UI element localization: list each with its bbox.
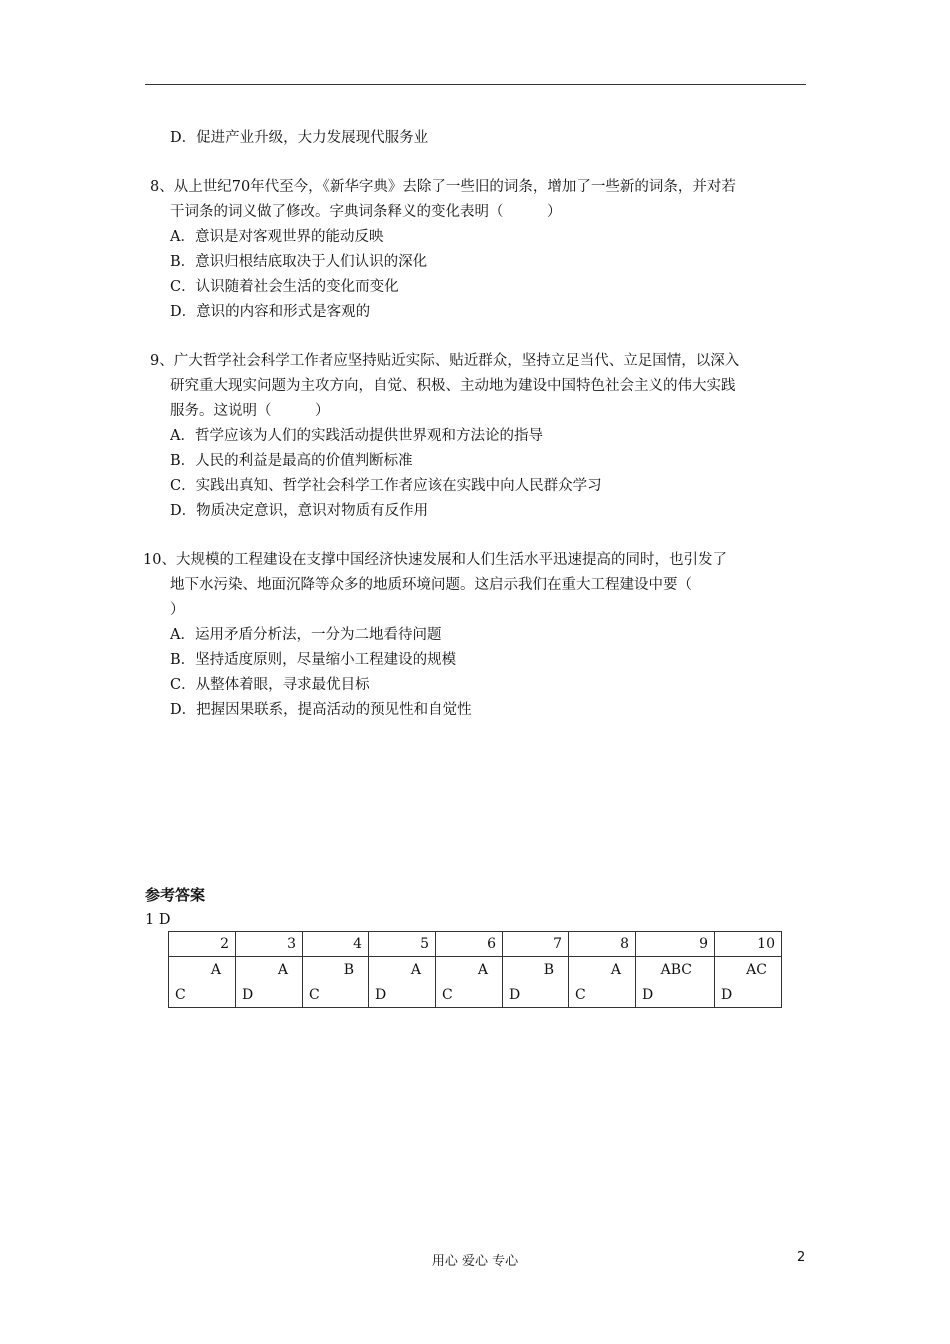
answer-top: B xyxy=(543,962,554,978)
question-8-line-2: 干词条的词义做了修改。字典词条释义的变化表明（ ） xyxy=(170,204,562,220)
answer-bottom: C xyxy=(575,987,586,1003)
answer-table-answer-row xyxy=(169,957,782,1008)
answer-top: A xyxy=(610,962,621,978)
question-8-option-a: A．意识是对客观世界的能动反映 xyxy=(170,229,384,245)
question-10-option-c: C．从整体着眼，寻求最优目标 xyxy=(170,677,370,693)
answer-cell xyxy=(436,957,503,1008)
answer-top: A xyxy=(410,962,421,978)
answer-number-cell: 9 xyxy=(636,932,715,957)
answer-1: 1 D xyxy=(145,912,171,928)
answer-cell xyxy=(236,957,303,1008)
question-10-option-b: B．坚持适度原则，尽量缩小工程建设的规模 xyxy=(170,652,457,668)
question-10-option-d: D．把握因果联系，提高活动的预见性和自觉性 xyxy=(170,702,472,718)
question-10-line-3: ） xyxy=(170,602,185,618)
question-9-line-2: 研究重大现实问题为主攻方向，自觉、积极、主动地为建设中国特色社会主义的伟大实践 xyxy=(170,378,736,394)
answer-top: A xyxy=(477,962,488,978)
question-10-line-2: 地下水污染、地面沉降等众多的地质环境问题。这启示我们在重大工程建设中要（ xyxy=(170,577,692,593)
answer-table xyxy=(168,931,782,1008)
answer-bottom: D xyxy=(721,987,733,1003)
answer-number-cell: 5 xyxy=(369,932,436,957)
header-rule xyxy=(145,84,806,85)
answer-cell xyxy=(303,957,369,1008)
answer-cell xyxy=(369,957,436,1008)
answer-top: AC xyxy=(746,962,767,978)
answer-top: ABC xyxy=(660,962,692,978)
answer-bottom: C xyxy=(442,987,453,1003)
question-10-option-a: A．运用矛盾分析法，一分为二地看待问题 xyxy=(170,627,442,643)
previous-option-d: D．促进产业升级，大力发展现代服务业 xyxy=(170,130,429,146)
answer-table-header-row xyxy=(169,932,782,957)
answer-cell xyxy=(169,957,236,1008)
answer-number-cell: 3 xyxy=(236,932,303,957)
answer-top: B xyxy=(343,962,354,978)
question-9-option-c: C．实践出真知、哲学社会科学工作者应该在实践中向人民群众学习 xyxy=(170,478,602,494)
question-9-line-1: 9、广大哲学社会科学工作者应坚持贴近实际、贴近群众，坚持立足当代、立足国情，以深入 xyxy=(150,353,740,369)
question-8-option-d: D．意识的内容和形式是客观的 xyxy=(170,304,371,320)
answer-cell xyxy=(503,957,569,1008)
page-footer: 用心 爱心 专心 xyxy=(431,1254,519,1269)
answer-bottom: D xyxy=(509,987,521,1003)
question-8-option-b: B．意识归根结底取决于人们认识的深化 xyxy=(170,254,428,270)
answer-cell xyxy=(715,957,782,1008)
answer-bottom: C xyxy=(309,987,320,1003)
question-9-option-d: D．物质决定意识，意识对物质有反作用 xyxy=(170,503,429,519)
question-8-line-1: 8、从上世纪70年代至今，《新华字典》去除了一些旧的词条，增加了一些新的词条，并对若 xyxy=(150,179,736,195)
answer-number-cell: 4 xyxy=(303,932,369,957)
answer-cell xyxy=(569,957,636,1008)
answer-number-cell: 10 xyxy=(715,932,782,957)
question-9-line-3: 服务。这说明（ ） xyxy=(170,403,330,419)
answer-number-cell: 2 xyxy=(169,932,236,957)
answer-top: A xyxy=(277,962,288,978)
question-10-line-1: 10、大规模的工程建设在支撑中国经济快速发展和人们生活水平迅速提高的同时，也引发了 xyxy=(143,552,727,568)
answer-bottom: D xyxy=(375,987,387,1003)
question-9-option-b: B．人民的利益是最高的价值判断标准 xyxy=(170,453,413,469)
question-9-option-a: A．哲学应该为人们的实践活动提供世界观和方法论的指导 xyxy=(170,428,543,444)
answers-heading: 参考答案 xyxy=(145,886,206,904)
page-number: 2 xyxy=(797,1250,806,1265)
answer-bottom: D xyxy=(242,987,254,1003)
answer-bottom: C xyxy=(175,987,186,1003)
answer-number-cell: 7 xyxy=(503,932,569,957)
answer-cell xyxy=(636,957,715,1008)
answer-top: A xyxy=(210,962,221,978)
answer-number-cell: 6 xyxy=(436,932,503,957)
answer-number-cell: 8 xyxy=(569,932,636,957)
answer-bottom: D xyxy=(642,987,654,1003)
question-8-option-c: C．认识随着社会生活的变化而变化 xyxy=(170,279,399,295)
